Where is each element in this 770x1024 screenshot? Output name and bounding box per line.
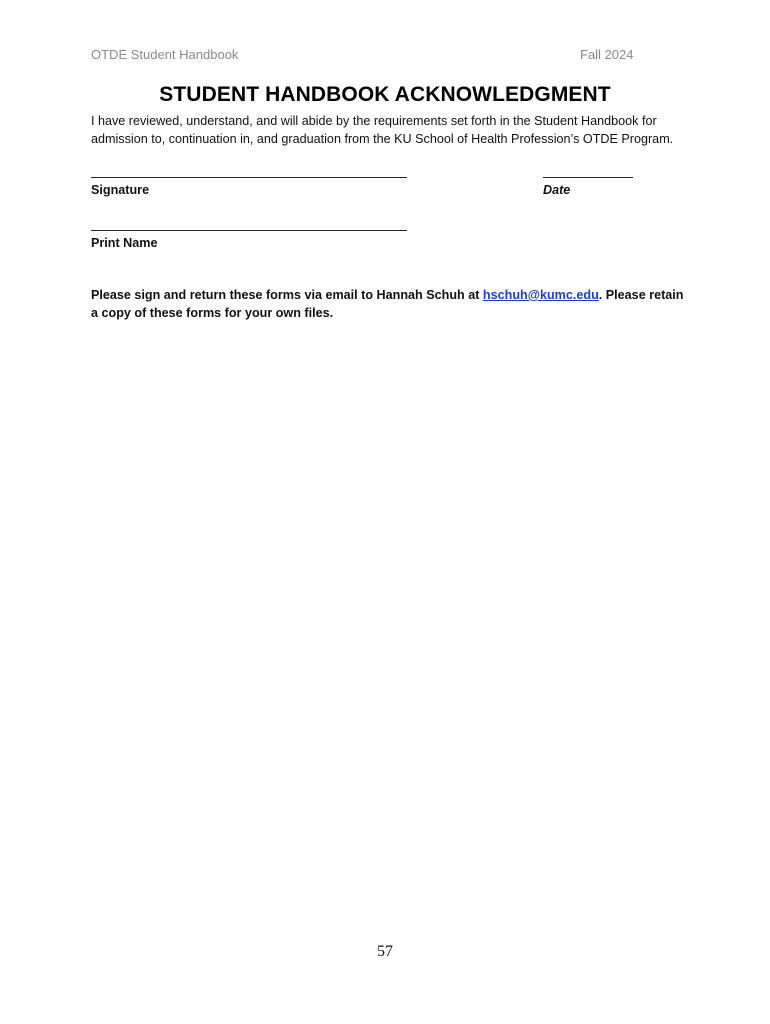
running-header-title: OTDE Student Handbook [91,47,239,62]
acknowledgment-statement: I have reviewed, understand, and will abide by the requirements set forth in the Student Handbook for admission to, continuation in, and graduation from the KU School of Health Profession’s OTDE Program. [91,114,674,146]
running-header-term: Fall 2024 [580,47,634,62]
return-instructions [91,286,691,322]
date-label: Date [543,183,571,197]
page-number: 57 [377,943,393,960]
date-line[interactable] [543,177,633,178]
print-name-label: Print Name [91,236,158,250]
instructions-text-before: Please sign and return these forms via email to Hannah Schuh at [91,288,483,302]
email-link[interactable]: hschuh@kumc.edu [482,288,599,302]
page-title: STUDENT HANDBOOK ACKNOWLEDGMENT [159,83,611,106]
signature-label: Signature [91,183,150,197]
signature-line[interactable] [91,177,407,178]
instructions-text-after: . Please retain a copy of these forms for your own files. [91,288,684,320]
print-name-line[interactable] [91,230,407,231]
